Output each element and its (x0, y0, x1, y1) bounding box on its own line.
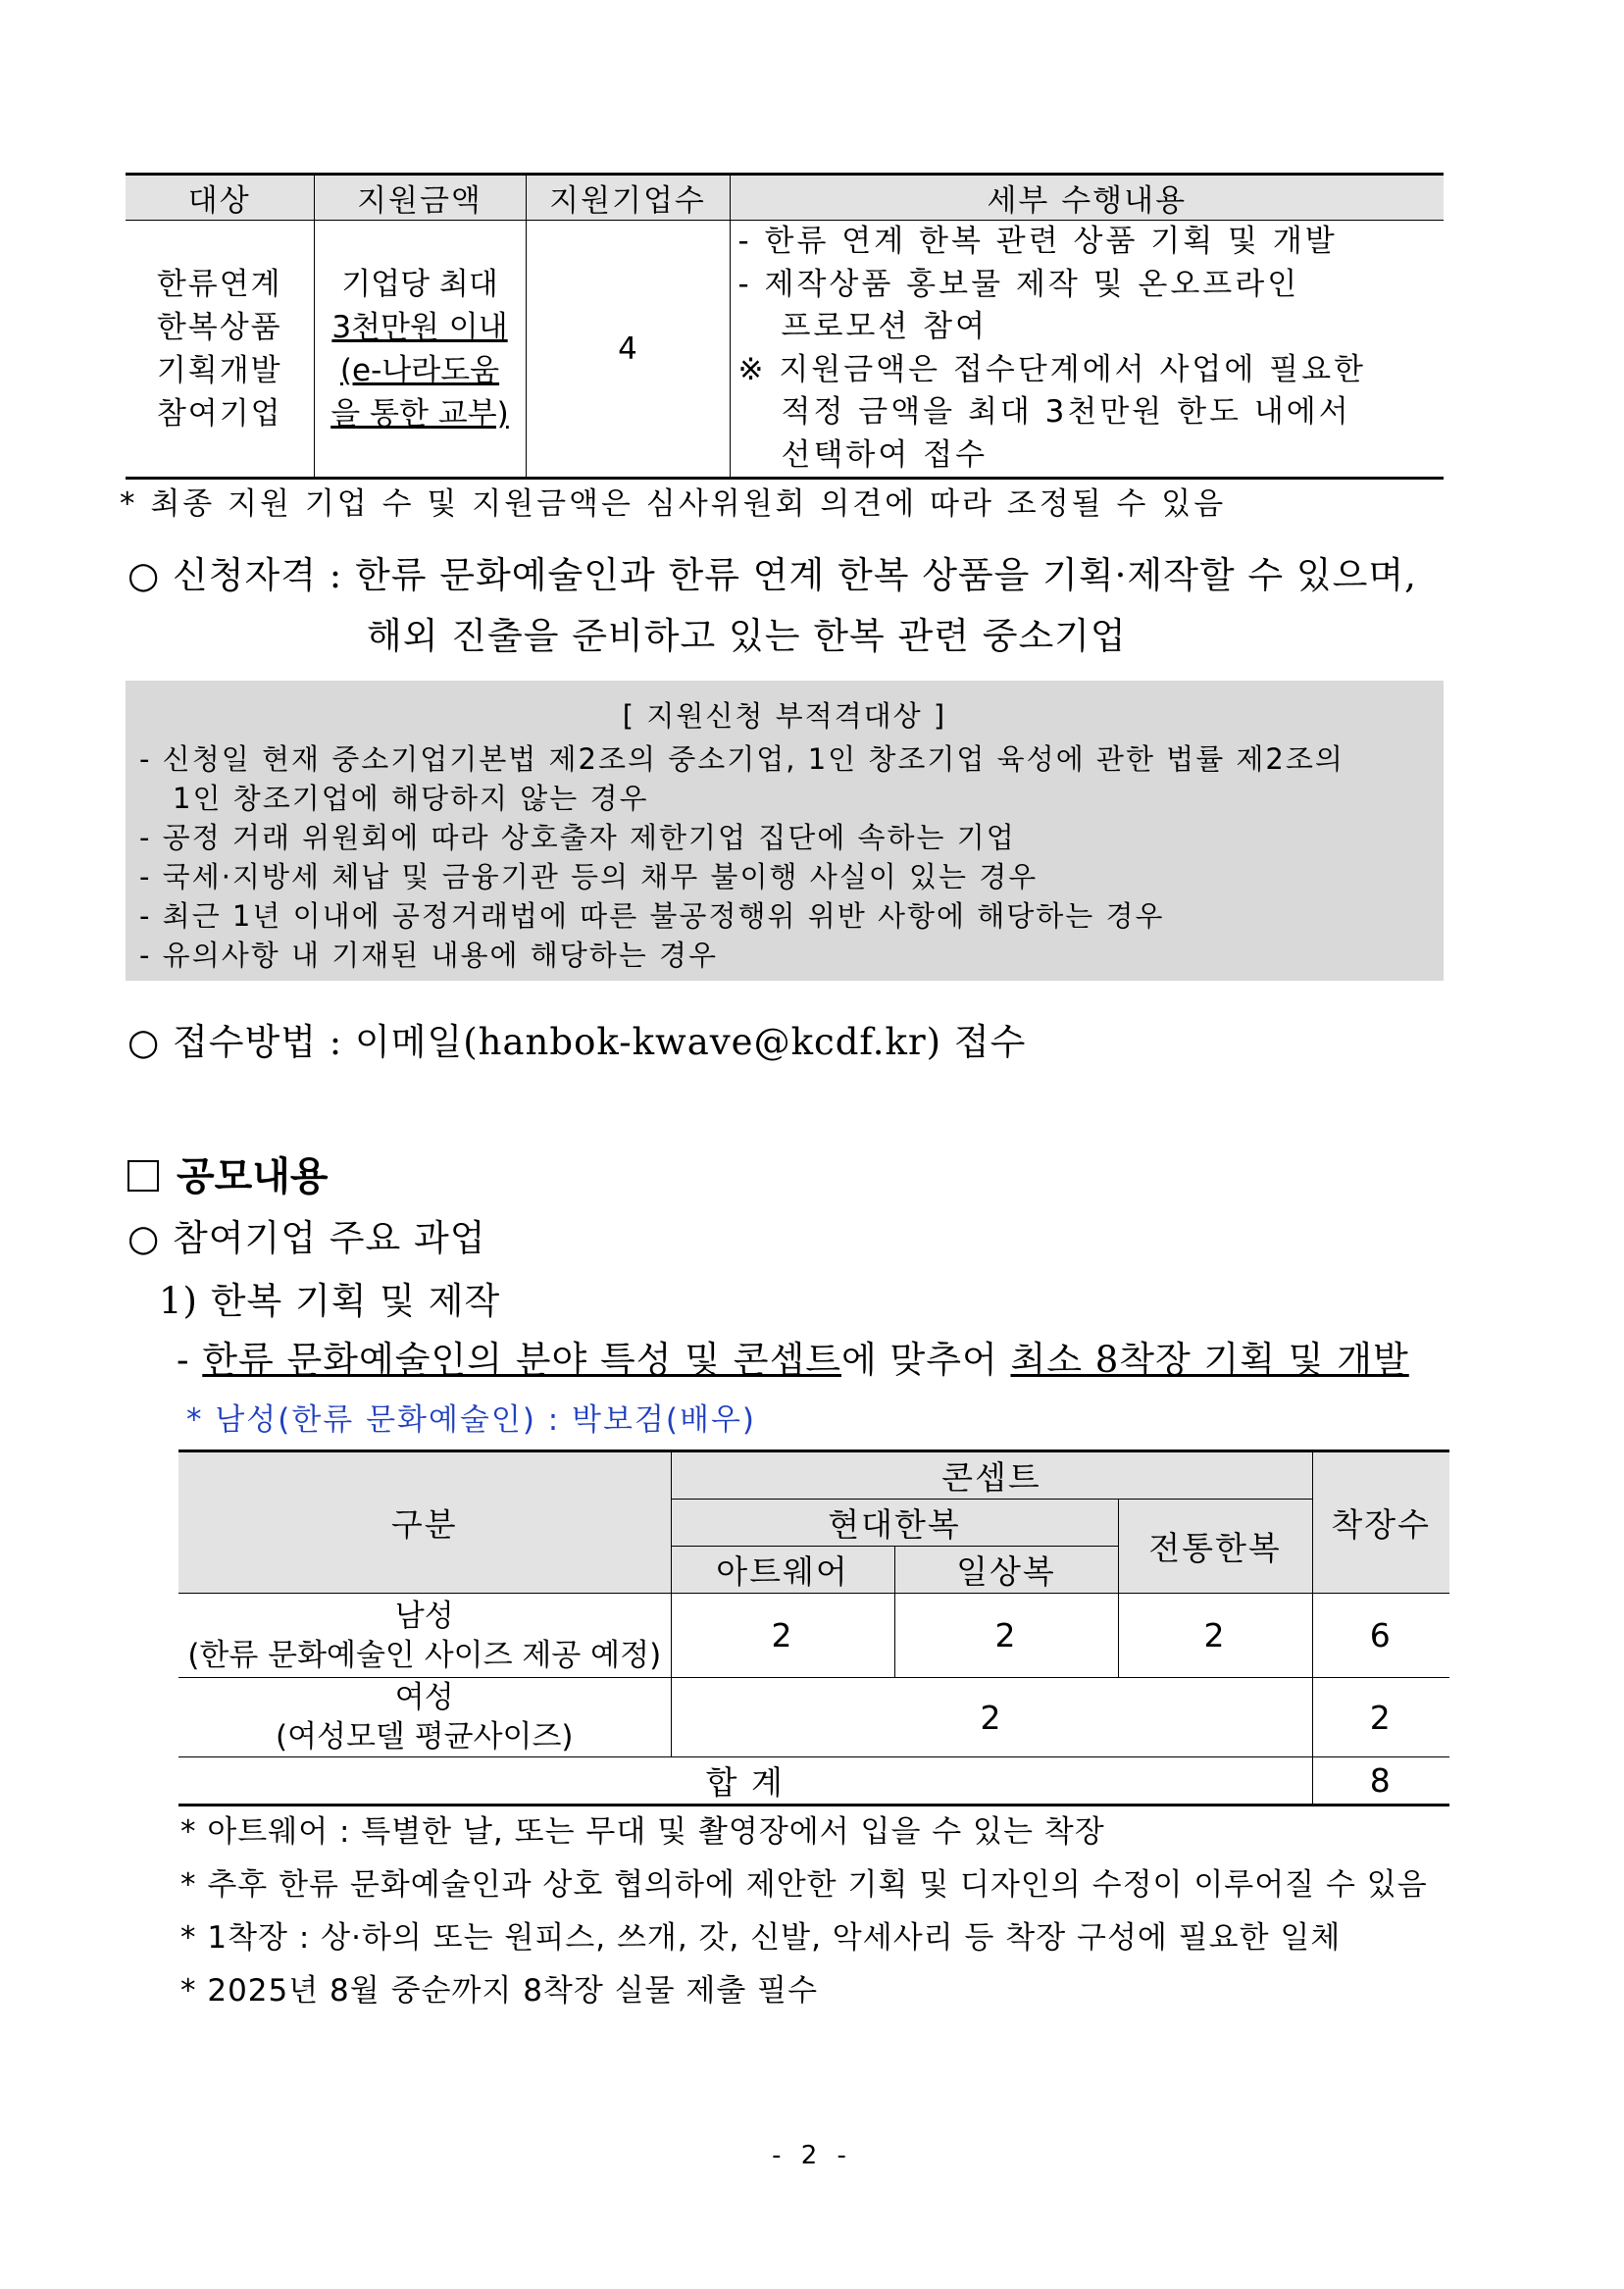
header-amount: 지원금액 (314, 175, 526, 221)
header-traditional-hanbok: 전통한복 (1118, 1500, 1312, 1594)
detail-line: - 제작상품 홍보물 제작 및 온오프라인 (737, 266, 1300, 302)
ineligible-line: 1인 창조기업에 해당하지 않는 경우 (173, 782, 649, 815)
target-line: 한류연계 (156, 266, 282, 302)
row-label-line: 남성 (394, 1598, 454, 1634)
detail-line: 적정 금액을 최대 3천만원 한도 내에서 (781, 394, 1351, 430)
header-outfit-count: 착장수 (1312, 1451, 1449, 1594)
header-concept: 콘셉트 (671, 1451, 1312, 1500)
ineligible-line: - 국세·지방세 체납 및 금융기관 등의 채무 불이행 사실이 있는 경우 (139, 860, 1039, 893)
footnote: * 아트웨어 : 특별한 날, 또는 무대 및 촬영장에서 입을 수 있는 착장 (180, 1814, 1105, 1850)
section-title-text: 공모내용 (177, 1154, 329, 1199)
details-cell (730, 221, 1444, 479)
item-text-underlined: 최소 8착장 기획 및 개발 (1010, 1339, 1409, 1381)
checkbox-square-icon (127, 1160, 159, 1192)
ineligible-line: - 유의사항 내 기재된 내용에 해당하는 경우 (139, 939, 719, 972)
ineligible-box (126, 681, 1444, 981)
total-label: 합 계 (178, 1757, 1312, 1806)
header-target: 대상 (126, 175, 314, 221)
row-label-line: (여성모델 평균사이즈) (275, 1719, 574, 1755)
page-number: - 2 - (772, 2141, 852, 2170)
header-daily-wear: 일상복 (894, 1547, 1118, 1594)
detail-line: ※ 지원금액은 접수단계에서 사업에 필요한 (737, 351, 1366, 387)
header-details: 세부 수행내용 (730, 175, 1444, 221)
count-cell: 4 (526, 221, 730, 479)
table-cell: 2 (894, 1594, 1118, 1678)
footnote: * 1착장 : 상·하의 또는 원피스, 쓰개, 갓, 신발, 악세사리 등 착장 구성에 필요한 일체 (180, 1920, 1342, 1956)
amount-line: (e-나라도움 (339, 352, 500, 388)
support-table (126, 173, 1444, 480)
item-description (177, 1330, 1409, 1383)
row-label-line: (한류 문화예술인 사이즈 제공 예정) (187, 1637, 662, 1673)
header-count: 지원기업수 (526, 175, 730, 221)
item-text: 에 맞추어 (840, 1339, 998, 1381)
target-cell (126, 221, 314, 479)
detail-line: 선택하여 접수 (781, 436, 989, 473)
ineligible-line: - 신청일 현재 중소기업기본법 제2조의 중소기업, 1인 창조기업 육성에 관한 법률 제2조의 (139, 742, 1345, 776)
table-cell: 2 (671, 1678, 1312, 1757)
row-label-line: 여성 (394, 1680, 454, 1715)
table-cell: 2 (1312, 1678, 1449, 1757)
table-cell: 2 (1118, 1594, 1312, 1678)
section-subtitle: ○ 참여기업 주요 과업 (127, 1217, 486, 1259)
row-male-label (178, 1594, 671, 1678)
table-cell: 6 (1312, 1594, 1449, 1678)
ineligible-line: - 공정 거래 위원회에 따라 상호출자 제한기업 집단에 속하는 기업 (139, 821, 1016, 854)
male-note: * 남성(한류 문화예술인) : 박보검(배우) (186, 1402, 756, 1438)
total-value: 8 (1312, 1757, 1449, 1806)
amount-cell (314, 221, 526, 479)
table-note: * 최종 지원 기업 수 및 지원금액은 심사위원회 의견에 따라 조정될 수 있음 (120, 486, 1227, 522)
footnote: * 추후 한류 문화예술인과 상호 협의하에 제안한 기획 및 디자인의 수정이 이루어질 수 있음 (180, 1867, 1428, 1903)
section-title (127, 1145, 329, 1201)
item-heading: 1) 한복 기획 및 제작 (159, 1280, 501, 1322)
amount-line: 을 통한 교부) (330, 395, 509, 432)
application-method: ○ 접수방법 : 이메일(hanbok-kwave@kcdf.kr) 접수 (127, 1021, 1027, 1063)
amount-line: 기업당 최대 (341, 266, 498, 302)
eligibility-line-2: 해외 진출을 준비하고 있는 한복 관련 중소기업 (367, 615, 1127, 657)
item-text-underlined: 한류 문화예술인의 분야 특성 및 콘셉트 (202, 1339, 841, 1381)
header-category: 구분 (178, 1451, 671, 1594)
header-artwear: 아트웨어 (671, 1547, 894, 1594)
dash-mark: - (177, 1339, 190, 1381)
target-line: 기획개발 (156, 352, 282, 388)
table-cell: 2 (671, 1594, 894, 1678)
footnote: * 2025년 8월 중순까지 8착장 실물 제출 필수 (180, 1973, 819, 2009)
ineligible-title: [ 지원신청 부적격대상 ] (622, 699, 947, 733)
target-line: 한복상품 (156, 309, 282, 345)
detail-line: 프로모션 참여 (781, 309, 989, 344)
header-modern-hanbok: 현대한복 (671, 1500, 1118, 1547)
detail-line: - 한류 연계 한복 관련 상품 기획 및 개발 (737, 224, 1338, 259)
amount-line: 3천만원 이내 (331, 309, 508, 345)
ineligible-line: - 최근 1년 이내에 공정거래법에 따른 불공정행위 위반 사항에 해당하는 경우 (139, 899, 1165, 933)
eligibility-line-1: ○ 신청자격 : 한류 문화예술인과 한류 연계 한복 상품을 기획·제작할 수 있으며, (127, 554, 1417, 596)
row-female-label (178, 1678, 671, 1757)
target-line: 참여기업 (156, 395, 282, 432)
outfit-table (178, 1450, 1449, 1806)
